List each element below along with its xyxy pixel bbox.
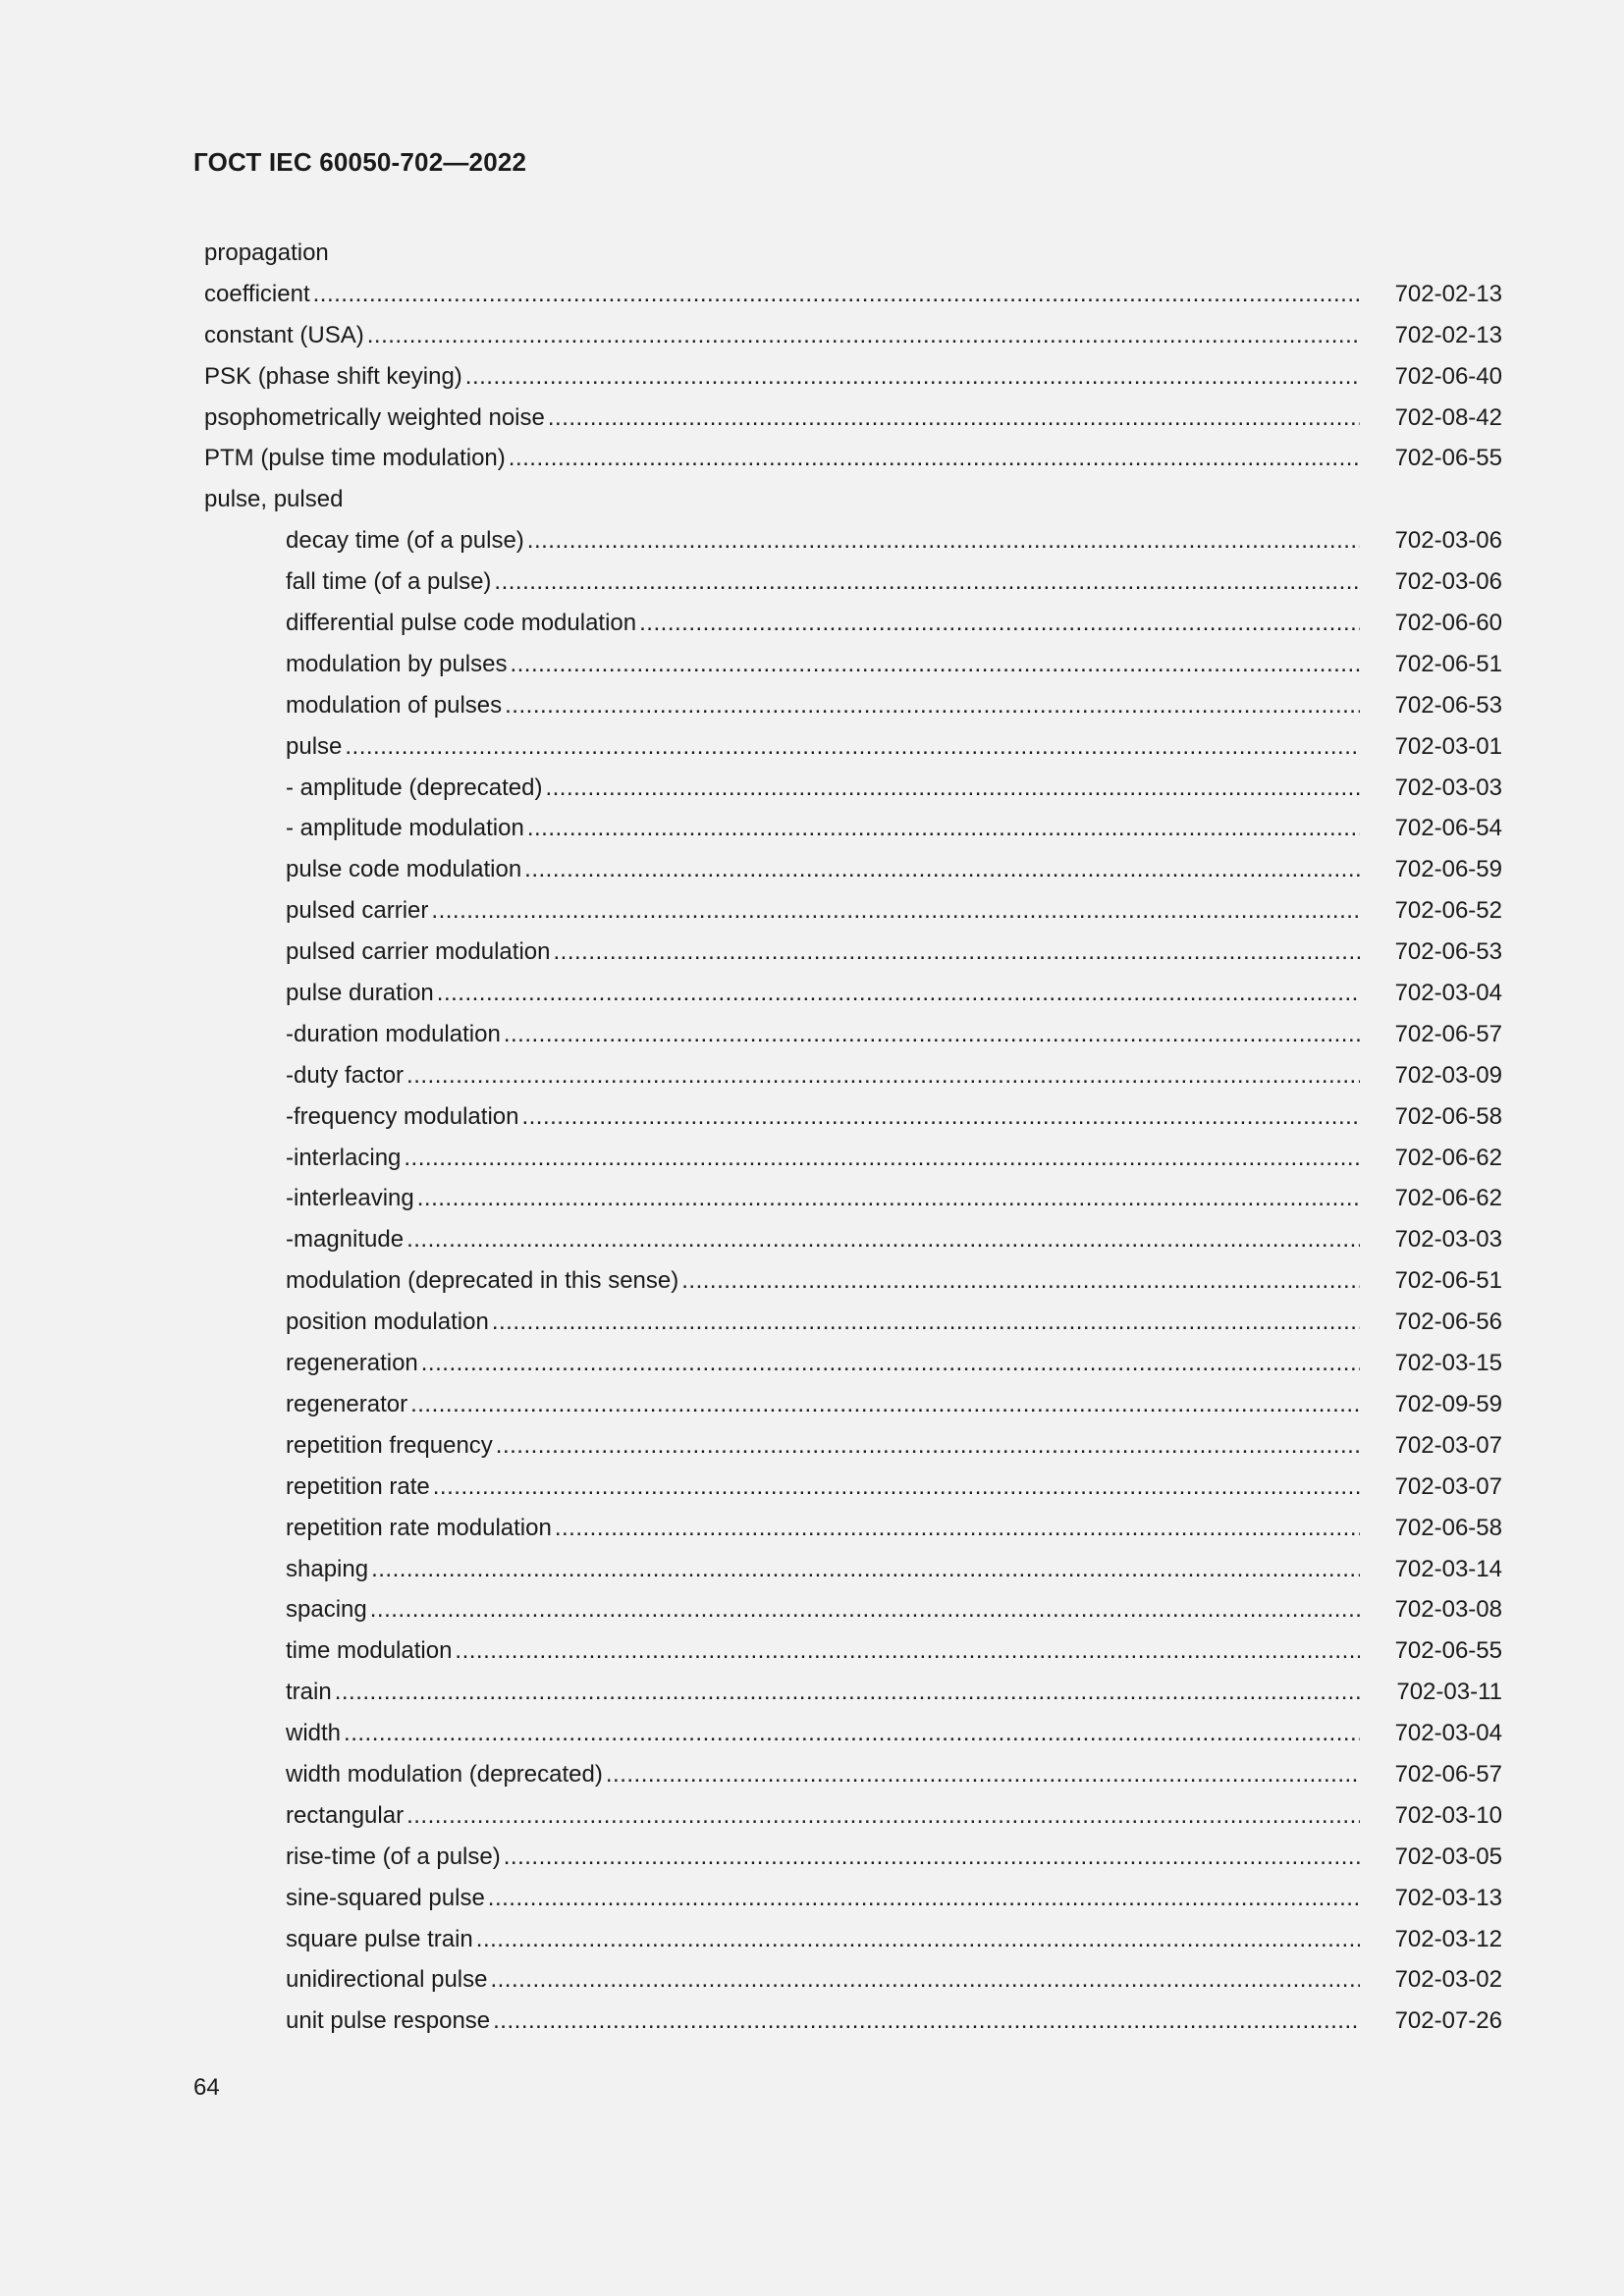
- dot-leader: [431, 890, 1360, 932]
- index-entry-reference: 702-03-09: [1394, 1061, 1502, 1089]
- index-entry-term: decay time (of a pulse): [286, 527, 524, 555]
- index-entry-reference: 702-06-51: [1394, 1267, 1502, 1295]
- index-entry: [204, 1878, 1502, 1919]
- index-entry: [204, 438, 1502, 479]
- dot-leader: [433, 1467, 1360, 1508]
- page-number: 64: [193, 2074, 220, 2101]
- dot-leader: [313, 274, 1360, 315]
- index-entry-term: width: [286, 1720, 342, 1747]
- index-entry-term: repetition rate: [286, 1472, 430, 1500]
- dot-leader: [370, 1589, 1360, 1630]
- index-entry-term: repetition frequency: [286, 1431, 493, 1459]
- index-entry-term: repetition rate modulation: [286, 1514, 552, 1541]
- index-entry-term: -duty factor: [286, 1061, 405, 1089]
- index-entry-reference: 702-03-02: [1394, 1966, 1502, 1994]
- index-entry-reference: 702-03-15: [1394, 1350, 1502, 1377]
- index-entry-term: pulse code modulation: [286, 856, 522, 883]
- dot-leader: [490, 1959, 1360, 2001]
- index-entry: [204, 315, 1502, 356]
- index-entry-term: -frequency modulation: [286, 1102, 519, 1130]
- index-list: [204, 233, 1502, 2042]
- index-entry: [204, 1055, 1502, 1096]
- dot-leader: [410, 1384, 1360, 1425]
- dot-leader: [524, 849, 1360, 890]
- index-entry: [204, 1589, 1502, 1630]
- index-entry-reference: 702-03-04: [1394, 980, 1502, 1007]
- index-entry-reference: 702-06-40: [1394, 362, 1502, 390]
- dot-leader: [455, 1630, 1360, 1672]
- dot-leader: [476, 1919, 1360, 1960]
- index-entry: [204, 1219, 1502, 1260]
- index-entry-reference: 702-03-06: [1394, 527, 1502, 555]
- dot-leader: [527, 808, 1360, 849]
- dot-leader: [367, 315, 1360, 356]
- index-entry: [204, 1302, 1502, 1343]
- index-entry: [204, 1384, 1502, 1425]
- dot-leader: [344, 1713, 1360, 1754]
- dot-leader: [417, 1178, 1360, 1219]
- index-entry: [204, 356, 1502, 398]
- index-entry-term: modulation (deprecated in this sense): [286, 1267, 679, 1295]
- index-entry: [204, 2001, 1502, 2042]
- index-entry-reference: 702-03-13: [1394, 1884, 1502, 1911]
- index-entry-term: position modulation: [286, 1308, 489, 1336]
- index-entry-reference: 702-06-58: [1394, 1102, 1502, 1130]
- index-entry: [204, 644, 1502, 685]
- index-entry-term: differential pulse code modulation: [286, 610, 637, 637]
- index-entry-reference: 702-03-07: [1394, 1472, 1502, 1500]
- index-entry-reference: 702-03-01: [1394, 732, 1502, 760]
- index-entry-term: coefficient: [204, 280, 310, 307]
- index-entry: [204, 1754, 1502, 1795]
- index-entry-reference: 702-06-62: [1394, 1144, 1502, 1171]
- index-entry-term: pulsed carrier: [286, 897, 429, 925]
- index-entry-term: psophometrically weighted noise: [204, 403, 545, 431]
- index-entry: [204, 1425, 1502, 1467]
- index-entry-reference: 702-03-05: [1394, 1842, 1502, 1870]
- index-entry-reference: 702-03-14: [1394, 1555, 1502, 1582]
- index-entry-reference: 702-02-13: [1394, 280, 1502, 307]
- index-entry-term: propagation: [204, 240, 329, 266]
- index-entry: [204, 1138, 1502, 1179]
- index-entry: [204, 1178, 1502, 1219]
- index-entry-reference: 702-06-60: [1394, 610, 1502, 637]
- index-entry: [204, 479, 1502, 520]
- index-entry-reference: 702-03-03: [1394, 774, 1502, 801]
- dot-leader: [437, 973, 1360, 1014]
- dot-leader: [404, 1138, 1360, 1179]
- dot-leader: [545, 768, 1360, 809]
- index-entry-reference: 702-06-53: [1394, 938, 1502, 966]
- index-entry-term: pulse: [286, 732, 343, 760]
- dot-leader: [335, 1672, 1360, 1713]
- index-entry-reference: 702-02-13: [1394, 321, 1502, 348]
- dot-leader: [492, 1302, 1360, 1343]
- index-entry-reference: 702-03-06: [1394, 568, 1502, 596]
- index-entry-reference: 702-03-11: [1396, 1679, 1502, 1706]
- dot-leader: [509, 438, 1360, 479]
- index-entry: [204, 1343, 1502, 1384]
- index-entry-term: spacing: [286, 1596, 367, 1624]
- dot-leader: [504, 1014, 1360, 1055]
- index-entry-term: -interleaving: [286, 1185, 414, 1212]
- index-entry-reference: 702-03-04: [1394, 1720, 1502, 1747]
- index-entry-reference: 702-06-57: [1394, 1760, 1502, 1788]
- index-entry: [204, 398, 1502, 439]
- index-entry: [204, 1837, 1502, 1878]
- index-entry-term: PSK (phase shift keying): [204, 362, 462, 390]
- index-entry-reference: 702-03-08: [1394, 1596, 1502, 1624]
- index-entry-reference: 702-06-51: [1394, 650, 1502, 677]
- index-entry-reference: 702-06-58: [1394, 1514, 1502, 1541]
- dot-leader: [406, 1219, 1360, 1260]
- dot-leader: [493, 2001, 1360, 2042]
- dot-leader: [504, 1837, 1360, 1878]
- index-entry-term: unidirectional pulse: [286, 1966, 488, 1994]
- index-entry-term: pulse duration: [286, 980, 434, 1007]
- index-entry-term: -duration modulation: [286, 1020, 501, 1047]
- dot-leader: [406, 1055, 1360, 1096]
- dot-leader: [606, 1754, 1360, 1795]
- index-entry-term: time modulation: [286, 1637, 453, 1665]
- index-entry-term: PTM (pulse time modulation): [204, 445, 506, 472]
- index-entry-term: sine-squared pulse: [286, 1884, 485, 1911]
- index-entry: [204, 1260, 1502, 1302]
- index-entry-term: rectangular: [286, 1801, 405, 1829]
- index-entry-term: rise-time (of a pulse): [286, 1842, 501, 1870]
- index-entry-reference: 702-03-10: [1394, 1801, 1502, 1829]
- index-entry: [204, 1959, 1502, 2001]
- index-entry-term: regenerator: [286, 1390, 408, 1417]
- index-entry-term: - amplitude (deprecated): [286, 774, 543, 801]
- dot-leader: [345, 726, 1360, 768]
- index-entry-term: train: [286, 1679, 332, 1706]
- dot-leader: [527, 520, 1360, 561]
- index-entry: [204, 1672, 1502, 1713]
- index-entry: [204, 233, 1502, 274]
- index-entry-term: pulsed carrier modulation: [286, 938, 551, 966]
- index-entry-reference: 702-03-12: [1394, 1925, 1502, 1952]
- index-entry: [204, 1549, 1502, 1590]
- index-entry: [204, 1508, 1502, 1549]
- dot-leader: [421, 1343, 1360, 1384]
- dot-leader: [548, 398, 1360, 439]
- index-entry-term: -magnitude: [286, 1226, 405, 1254]
- dot-leader: [639, 603, 1360, 644]
- index-entry-term: modulation of pulses: [286, 691, 503, 719]
- index-entry: [204, 726, 1502, 768]
- index-entry-term: regeneration: [286, 1350, 418, 1377]
- index-entry-reference: 702-06-52: [1394, 897, 1502, 925]
- index-entry-reference: 702-06-55: [1394, 1637, 1502, 1665]
- index-entry-term: shaping: [286, 1555, 369, 1582]
- dot-leader: [371, 1549, 1360, 1590]
- index-entry: [204, 1713, 1502, 1754]
- index-entry: [204, 1795, 1502, 1837]
- document-header-title: ГОСТ IEC 60050-702—2022: [193, 147, 527, 177]
- dot-leader: [465, 356, 1360, 398]
- dot-leader: [553, 932, 1360, 973]
- index-entry: [204, 520, 1502, 561]
- index-entry: [204, 849, 1502, 890]
- dot-leader: [555, 1508, 1360, 1549]
- index-entry-term: square pulse train: [286, 1925, 473, 1952]
- dot-leader: [496, 1425, 1360, 1467]
- index-entry-reference: 702-06-57: [1394, 1020, 1502, 1047]
- index-entry-term: - amplitude modulation: [286, 815, 524, 842]
- index-entry-reference: 702-08-42: [1394, 403, 1502, 431]
- index-entry-term: unit pulse response: [286, 2007, 491, 2035]
- index-entry: [204, 1630, 1502, 1672]
- index-entry: [204, 561, 1502, 603]
- index-entry-term: pulse, pulsed: [204, 486, 344, 513]
- index-entry: [204, 685, 1502, 726]
- index-entry-term: -interlacing: [286, 1144, 402, 1171]
- dot-leader: [488, 1878, 1360, 1919]
- index-entry-reference: 702-03-07: [1394, 1431, 1502, 1459]
- dot-leader: [510, 644, 1360, 685]
- index-entry-reference: 702-06-56: [1394, 1308, 1502, 1336]
- index-entry-reference: 702-06-55: [1394, 445, 1502, 472]
- index-entry: [204, 603, 1502, 644]
- index-entry: [204, 973, 1502, 1014]
- dot-leader: [505, 685, 1360, 726]
- index-entry: [204, 274, 1502, 315]
- index-entry-term: modulation by pulses: [286, 650, 508, 677]
- index-entry-reference: 702-06-54: [1394, 815, 1502, 842]
- index-entry-term: constant (USA): [204, 321, 364, 348]
- index-entry: [204, 1014, 1502, 1055]
- index-entry-term: width modulation (deprecated): [286, 1760, 603, 1788]
- index-entry-reference: 702-06-53: [1394, 691, 1502, 719]
- index-entry: [204, 1467, 1502, 1508]
- index-entry-reference: 702-06-59: [1394, 856, 1502, 883]
- index-entry: [204, 808, 1502, 849]
- index-entry: [204, 890, 1502, 932]
- dot-leader: [681, 1260, 1360, 1302]
- dot-leader: [494, 561, 1360, 603]
- index-entry-reference: 702-09-59: [1394, 1390, 1502, 1417]
- dot-leader: [406, 1795, 1360, 1837]
- dot-leader: [521, 1096, 1360, 1138]
- index-entry-reference: 702-06-62: [1394, 1185, 1502, 1212]
- index-entry-term: fall time (of a pulse): [286, 568, 492, 596]
- index-entry: [204, 1919, 1502, 1960]
- index-entry-reference: 702-07-26: [1394, 2007, 1502, 2035]
- index-entry: [204, 1096, 1502, 1138]
- index-entry: [204, 768, 1502, 809]
- index-entry-reference: 702-03-03: [1394, 1226, 1502, 1254]
- index-entry: [204, 932, 1502, 973]
